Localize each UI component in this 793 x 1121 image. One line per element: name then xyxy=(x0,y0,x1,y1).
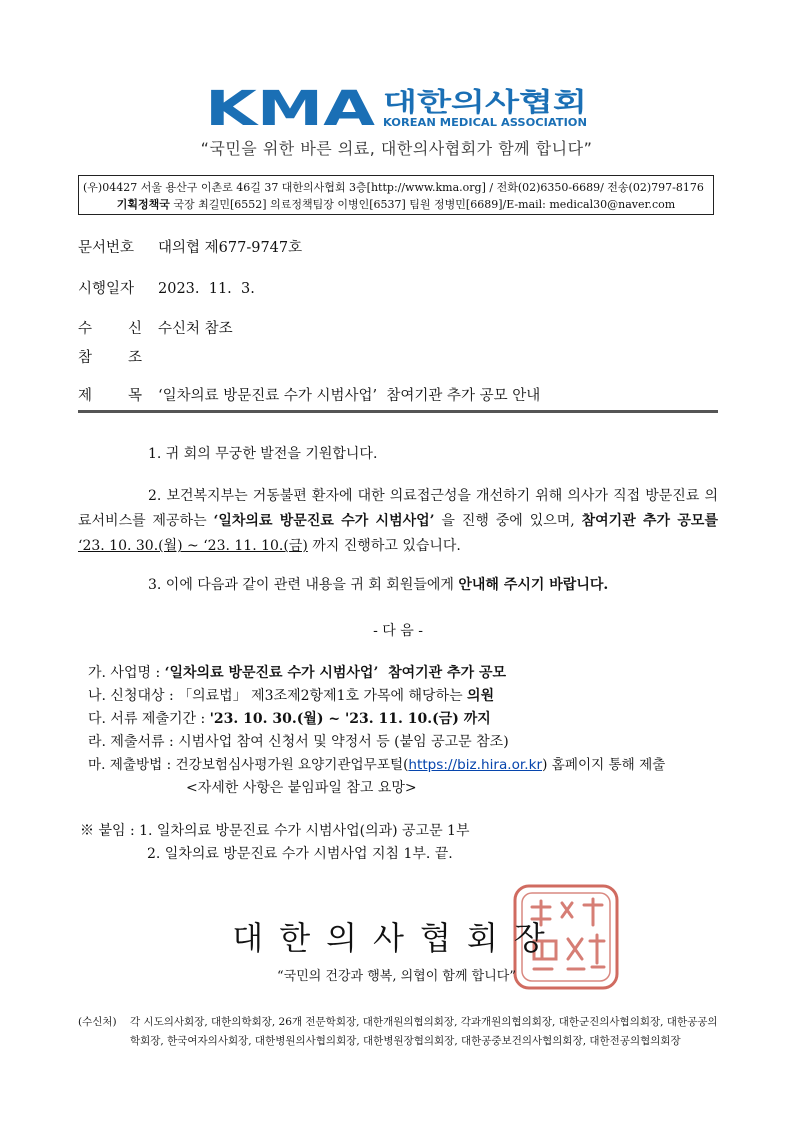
item-method xyxy=(88,754,728,777)
docno-row xyxy=(78,236,302,257)
signature-name: 대한의사협회장 xyxy=(232,919,561,957)
item-target-label: 나. 신청대상 : 「의료법」 제3조제2항제1호 가목에 해당하는 xyxy=(88,688,468,704)
item-period xyxy=(88,708,728,731)
p2-text-f: 까지 진행하고 있습니다. xyxy=(307,538,461,554)
p3-text-a: 3. 이에 다음과 같이 관련 내용을 귀 회 회원들에게 xyxy=(148,577,459,593)
recipients-label: (수신처) xyxy=(78,1016,117,1028)
paragraph-2 xyxy=(78,484,718,559)
p2-period: ‘23. 10. 30.(월) ~ ‘23. 11. 10.(금) xyxy=(78,538,308,554)
item-period-value: '23. 10. 30.(월) ~ '23. 11. 10.(금) 까지 xyxy=(209,711,491,727)
ref-label: 참 조 xyxy=(78,350,142,366)
contact-staff xyxy=(83,196,709,213)
item-method-text-b: ) 홈페이지 통해 제출 xyxy=(542,757,666,773)
paragraph-1: 1. 귀 회의 무궁한 발전을 기원합니다. xyxy=(148,446,378,462)
logo-mark: KMA xyxy=(205,83,375,129)
next-heading: - 다 음 - xyxy=(373,623,423,639)
item-project xyxy=(88,662,728,685)
paragraph-3 xyxy=(78,573,718,598)
docno-value: 대의협 제677-9747호 xyxy=(158,240,303,256)
subject-label: 제 목 xyxy=(78,388,142,404)
attachment-1: ※ 붙임 : 1. 일차의료 방문진료 수가 시범사업(의과) 공고문 1부 xyxy=(80,823,470,839)
header-slogan: “국민을 위한 바른 의료, 대한의사협회가 함께 합니다” xyxy=(200,139,593,158)
item-target-value: 의원 xyxy=(467,688,495,704)
to-row xyxy=(78,317,233,338)
recipients xyxy=(78,1013,723,1051)
p2-recruit-bold: 참여기관 추가 공모를 xyxy=(581,513,718,529)
docno-label: 문서번호 xyxy=(78,240,135,256)
ref-row xyxy=(78,346,158,367)
contact-address: (우)04427 서울 용산구 이촌로 46길 37 대한의사협회 3층[http://www.kma.org] / 전화(02)6350-6689/ 전송(02)797-8176 xyxy=(83,181,704,194)
contact-dept: 기획정책국 xyxy=(116,198,170,211)
logo-name-kr: 대한의사협회 xyxy=(383,88,534,118)
logo-name-en: KOREAN MEDICAL ASSOCIATION xyxy=(383,116,587,129)
item-project-label: 가. 사업명 : xyxy=(88,665,165,681)
kma-logo xyxy=(205,83,595,129)
hira-portal-link[interactable]: https://biz.hira.or.kr xyxy=(408,757,543,773)
item-project-value: ‘일차의료 방문진료 수가 시범사업’ 참여기관 추가 공모 xyxy=(164,665,507,681)
to-value: 수신처 참조 xyxy=(158,321,233,337)
signature-slogan: “국민의 건강과 행복, 의협이 함께 합니다” xyxy=(276,969,516,984)
attachment-2: 2. 일차의료 방문진료 수가 시범사업 지침 1부. 끝. xyxy=(147,846,453,862)
item-method-text-a: 마. 제출방법 : 건강보험심사평가원 요양기관업무포털( xyxy=(88,757,409,773)
recipients-list: 각 시도의사회장, 대한의학회장, 26개 전문학회장, 대한개원의협의회장, 각과개원의협의회장, 대한군진의사협의회장, 대한공공의학회장, 한국여자의사회장, 대한병원의사협의회장, 대한병원장협의회장, 대한공중보건의사협의회장, 대한전공의협의회장 xyxy=(130,1016,718,1047)
item-documents: 라. 제출서류 : 시범사업 참여 신청서 및 약정서 등 (붙임 공고문 참조) xyxy=(88,734,509,750)
item-period-label: 다. 서류 제출기간 : xyxy=(88,711,210,727)
subject-value: ‘일차의료 방문진료 수가 시범사업’ 참여기관 추가 공모 안내 xyxy=(158,388,541,404)
to-label: 수 신 xyxy=(78,321,142,337)
p2-text-a: 2. 보건복지부는 거동불편 환자에 대한 의료접근성을 개선하기 위해 의사가 직접 방문진료 의료서비스를 제공하는 xyxy=(78,488,718,529)
contact-staff-rest: 국장 최길민[6552] 의료정책팀장 이병인[6537] 팀원 정병민[6689]/E-mail: medical30@naver.com xyxy=(169,198,676,211)
p3-request: 안내해 주시기 바랍니다. xyxy=(458,577,609,593)
item-target xyxy=(88,685,728,708)
header-divider xyxy=(78,410,718,413)
date-row xyxy=(78,277,255,298)
item-method-note: <자세한 사항은 붙임파일 참고 요망> xyxy=(186,780,417,796)
contact-box xyxy=(78,175,714,215)
date-value: 2023. 11. 3. xyxy=(158,281,255,297)
p2-program-name: ‘일차의료 방문진료 수가 시범사업’ xyxy=(213,513,435,529)
p2-text-c: 을 진행 중에 있으며, xyxy=(434,513,582,529)
subject-row xyxy=(78,384,540,405)
date-label: 시행일자 xyxy=(78,281,135,297)
